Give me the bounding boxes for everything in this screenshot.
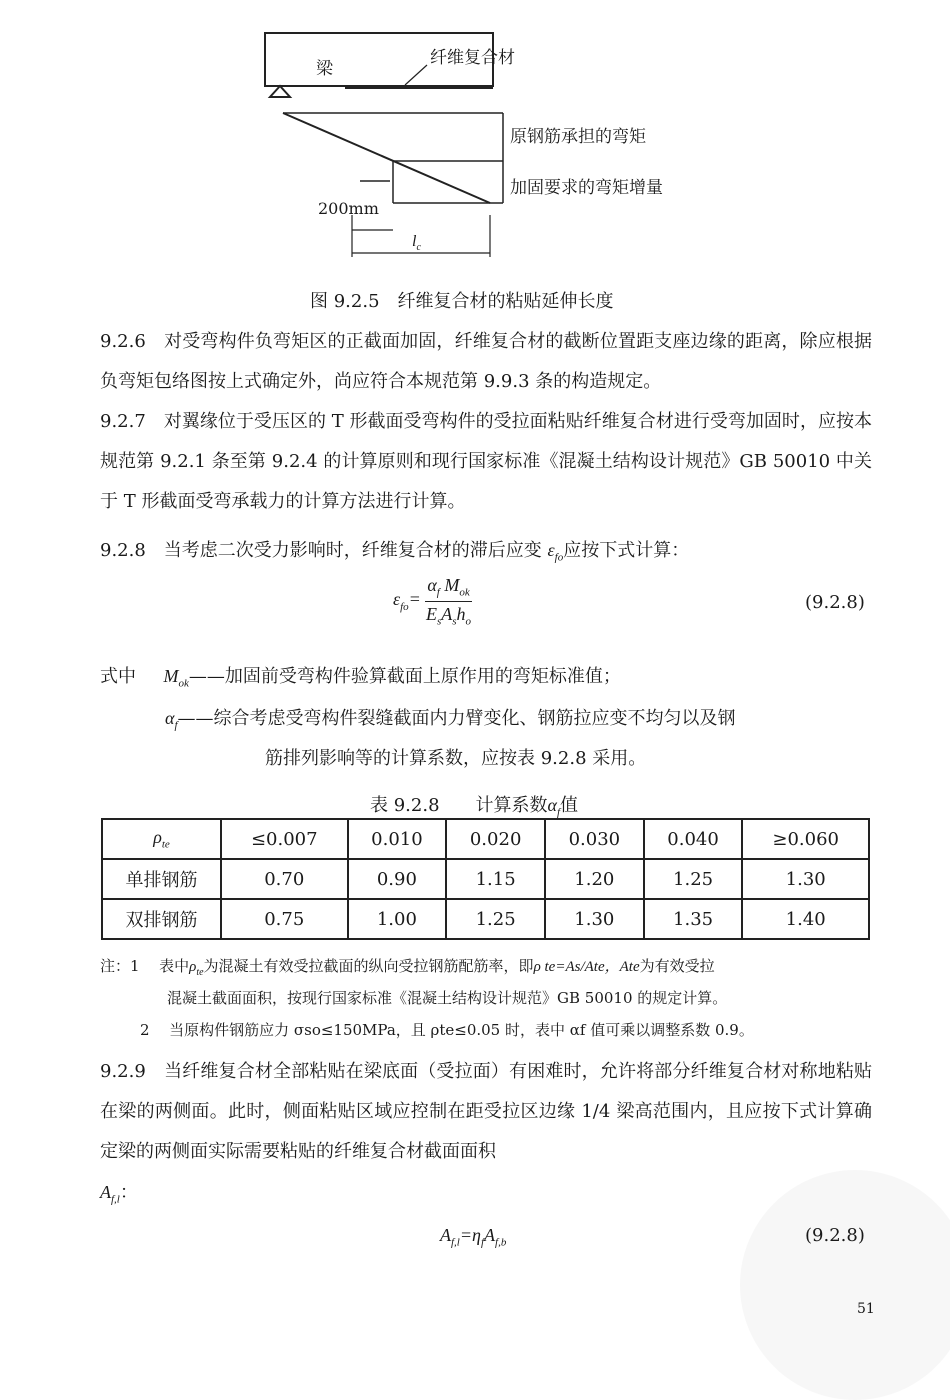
table-header-cell: ≥0.060 bbox=[742, 819, 869, 859]
table-cell: 1.20 bbox=[545, 859, 644, 899]
row-label: 单排钢筋 bbox=[102, 859, 221, 899]
table-caption: 表 9.2.8 计算系数$\alpha_f$值 bbox=[370, 795, 579, 819]
section-9-2-6: 9.2.6 对受弯构件负弯矩区的正截面加固，纤维复合材的截断位置距支座边缘的距离，除应根据负弯矩包络图按上式确定外，尚应符合本规范第 9.9.3 条的构造规定。 bbox=[100, 331, 872, 392]
table-cell: 1.30 bbox=[742, 859, 869, 899]
table-header-cell: ≤0.007 bbox=[221, 819, 348, 859]
where-alpha-f: $\alpha_f——$综合考虑受弯构件裂缝截面内力臂变化、钢筋拉应变不均匀以及钢 bbox=[165, 708, 736, 732]
section-9-2-8-intro: 9.2.8 当考虑二次受力影响时，纤维复合材的滞后应变 $\varepsilon_{fo}$应按下式计算： bbox=[100, 540, 690, 564]
equation-number-2: (9.2.8) bbox=[805, 1225, 865, 1246]
coefficient-table bbox=[101, 818, 870, 940]
table-header-cell: 0.020 bbox=[446, 819, 545, 859]
table-header-cell: 0.030 bbox=[545, 819, 644, 859]
moment-line bbox=[283, 113, 490, 203]
table-cell: 1.00 bbox=[348, 899, 447, 939]
equation-number-1: (9.2.8) bbox=[805, 592, 865, 613]
where-mok: 式中 $M_{ok}——$加固前受弯构件验算截面上原作用的弯矩标准值； bbox=[100, 666, 621, 690]
section-9-2-7: 9.2.7 对翼缘位于受压区的 T 形截面受弯构件的受拉面粘贴纤维复合材进行受弯加固时，应按本规范第 9.2.1 条至第 9.2.4 的计算原则和现行国家标准《混凝土结构设计规范》GB 50010 中关于 T 形截面受弯承载力的计算方法进行计算。 bbox=[100, 411, 872, 512]
table-cell: 0.90 bbox=[348, 859, 447, 899]
table-cell: 1.15 bbox=[446, 859, 545, 899]
moment1-label: 原钢筋承担的弯矩 bbox=[510, 127, 646, 147]
table-cell: 1.25 bbox=[446, 899, 545, 939]
equation-fraction: $\frac{\alpha_f M_{ok}}{E_sA_sh_o}$ bbox=[425, 575, 472, 628]
note-1-cont: 混凝土截面面积，按现行国家标准《混凝土结构设计规范》GB 50010 的规定计算。 bbox=[167, 989, 728, 1007]
where-alpha-f-cont: 筋排列影响等的计算系数，应按表 9.2.8 采用。 bbox=[265, 748, 647, 769]
equation-9-2-8: $\varepsilon_{fo}=$ $\frac{\alpha_f M_{ok}}{E_sA_sh_o}$ bbox=[393, 575, 472, 628]
dim-200-label: 200mm bbox=[318, 199, 379, 218]
table-cell: 1.25 bbox=[644, 859, 743, 899]
equation-afl: $A_{f,l}=\eta_fA_{f,b}$ bbox=[440, 1225, 507, 1249]
header-rho-te: $\rho_{te}$ bbox=[102, 819, 221, 859]
fiber-label: 纤维复合材 bbox=[430, 48, 515, 68]
moment2-label: 加固要求的弯矩增量 bbox=[510, 178, 663, 198]
table-row bbox=[102, 859, 869, 899]
beam-label: 梁 bbox=[316, 59, 333, 79]
table-header-cell: 0.010 bbox=[348, 819, 447, 859]
section-9-2-9: 9.2.9 当纤维复合材全部粘贴在梁底面（受拉面）有困难时，允许将部分纤维复合材对称地粘贴在梁的两侧面。此时，侧面粘贴区域应控制在距受拉区边缘 1/4 梁高范围内，且应按下式计算确定梁的两侧面实际需要粘贴的纤维复合材截面面积 $A_{f,l}$： bbox=[100, 1061, 872, 1206]
table-header-cell: 0.040 bbox=[644, 819, 743, 859]
table-cell: 0.75 bbox=[221, 899, 348, 939]
table-cell: 0.70 bbox=[221, 859, 348, 899]
table-cell: 1.30 bbox=[545, 899, 644, 939]
table-row bbox=[102, 899, 869, 939]
note-1: 注：1 表中$\rho_{te}$为混凝土有效受拉截面的纵向受拉钢筋配筋率，即ρ te=As/Ate，Ate为有效受拉 bbox=[100, 957, 715, 978]
figure-caption: 图 9.2.5 纤维复合材的粘贴延伸长度 bbox=[310, 291, 614, 312]
note-2: 2 当原构件钢筋应力 σso≤150MPa，且 ρte≤0.05 时，表中 αf 值可乘以调整系数 0.9。 bbox=[140, 1021, 754, 1039]
table-cell: 1.40 bbox=[742, 899, 869, 939]
support-icon bbox=[270, 86, 290, 97]
table-cell: 1.35 bbox=[644, 899, 743, 939]
fiber-leader bbox=[405, 65, 427, 85]
row-label: 双排钢筋 bbox=[102, 899, 221, 939]
lc-label: $l_c$ bbox=[412, 233, 421, 254]
table-header-row bbox=[102, 819, 869, 859]
page-number: 51 bbox=[857, 1301, 875, 1317]
